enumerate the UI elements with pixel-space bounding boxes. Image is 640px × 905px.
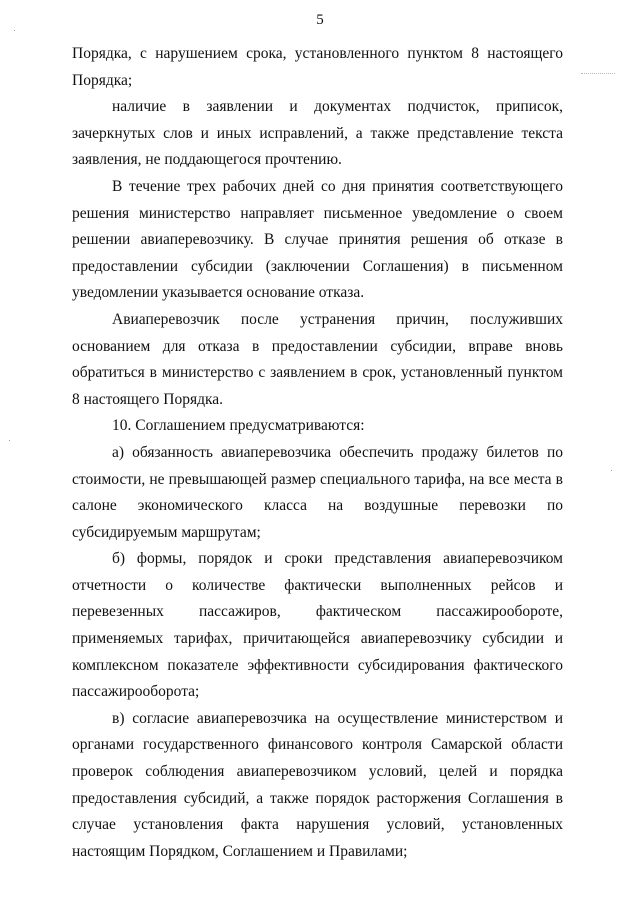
paragraph-notification: В течение трех рабочих дней со дня принятия соответствующего решения министерство направляет письменное уведомление о своем решении авиаперевозчику. В случае принятия решения об отказе в предоставлении субсидии (заключении Соглашения) в письменном уведомлении указывается основание отказа. bbox=[72, 177, 563, 302]
scan-artifact-dot bbox=[611, 470, 612, 471]
page-number: 5 bbox=[316, 12, 324, 28]
scan-artifact bbox=[581, 73, 615, 78]
paragraph-reapply: Авиаперевозчик после устранения причин, послуживших основанием для отказа в предоставлении субсидии, вправе вновь обратиться в министерство с заявлением в срок, установленный пунктом 8 настоящего Порядка. bbox=[72, 310, 563, 408]
scan-artifact-dot bbox=[9, 440, 10, 441]
paragraph-item-c: в) согласие авиаперевозчика на осуществление министерством и органами государственного финансового контроля Самарской области проверок соблюдения авиаперевозчиком условий, целей и порядка предоставления субсидий, а также порядок расторжения Соглашения в случае установления факта нарушения условий, установленных настоящим Порядком, Соглашением и Правилами; bbox=[72, 709, 563, 860]
scan-artifact-dot bbox=[14, 30, 15, 31]
document-body bbox=[72, 41, 563, 865]
section-heading-10: 10. Соглашением предусматриваются: bbox=[112, 417, 365, 435]
paragraph-continuation: Порядка, с нарушением срока, установленного пунктом 8 настоящего Порядка; bbox=[72, 45, 563, 89]
paragraph-list-item: наличие в заявлении и документах подчисток, приписок, зачеркнутых слов и иных исправлений, а также представление текста заявления, не поддающегося прочтению. bbox=[72, 98, 563, 169]
paragraph-item-a: а) обязанность авиаперевозчика обеспечить продажу билетов по стоимости, не превышающей размер специального тарифа, на все места в салоне экономического класса на воздушные перевозки по субсидируемым маршрутам; bbox=[72, 443, 563, 541]
paragraph-item-b: б) формы, порядок и сроки представления авиаперевозчиком отчетности о количестве фактически выполненных рейсов и перевезенных пассажиров, фактическом пассажирообороте, применяемых тарифах, причитающейся авиаперевозчику субсидии и комплексном показателе эффективности субсидирования фактического пассажирооборота; bbox=[72, 550, 563, 701]
